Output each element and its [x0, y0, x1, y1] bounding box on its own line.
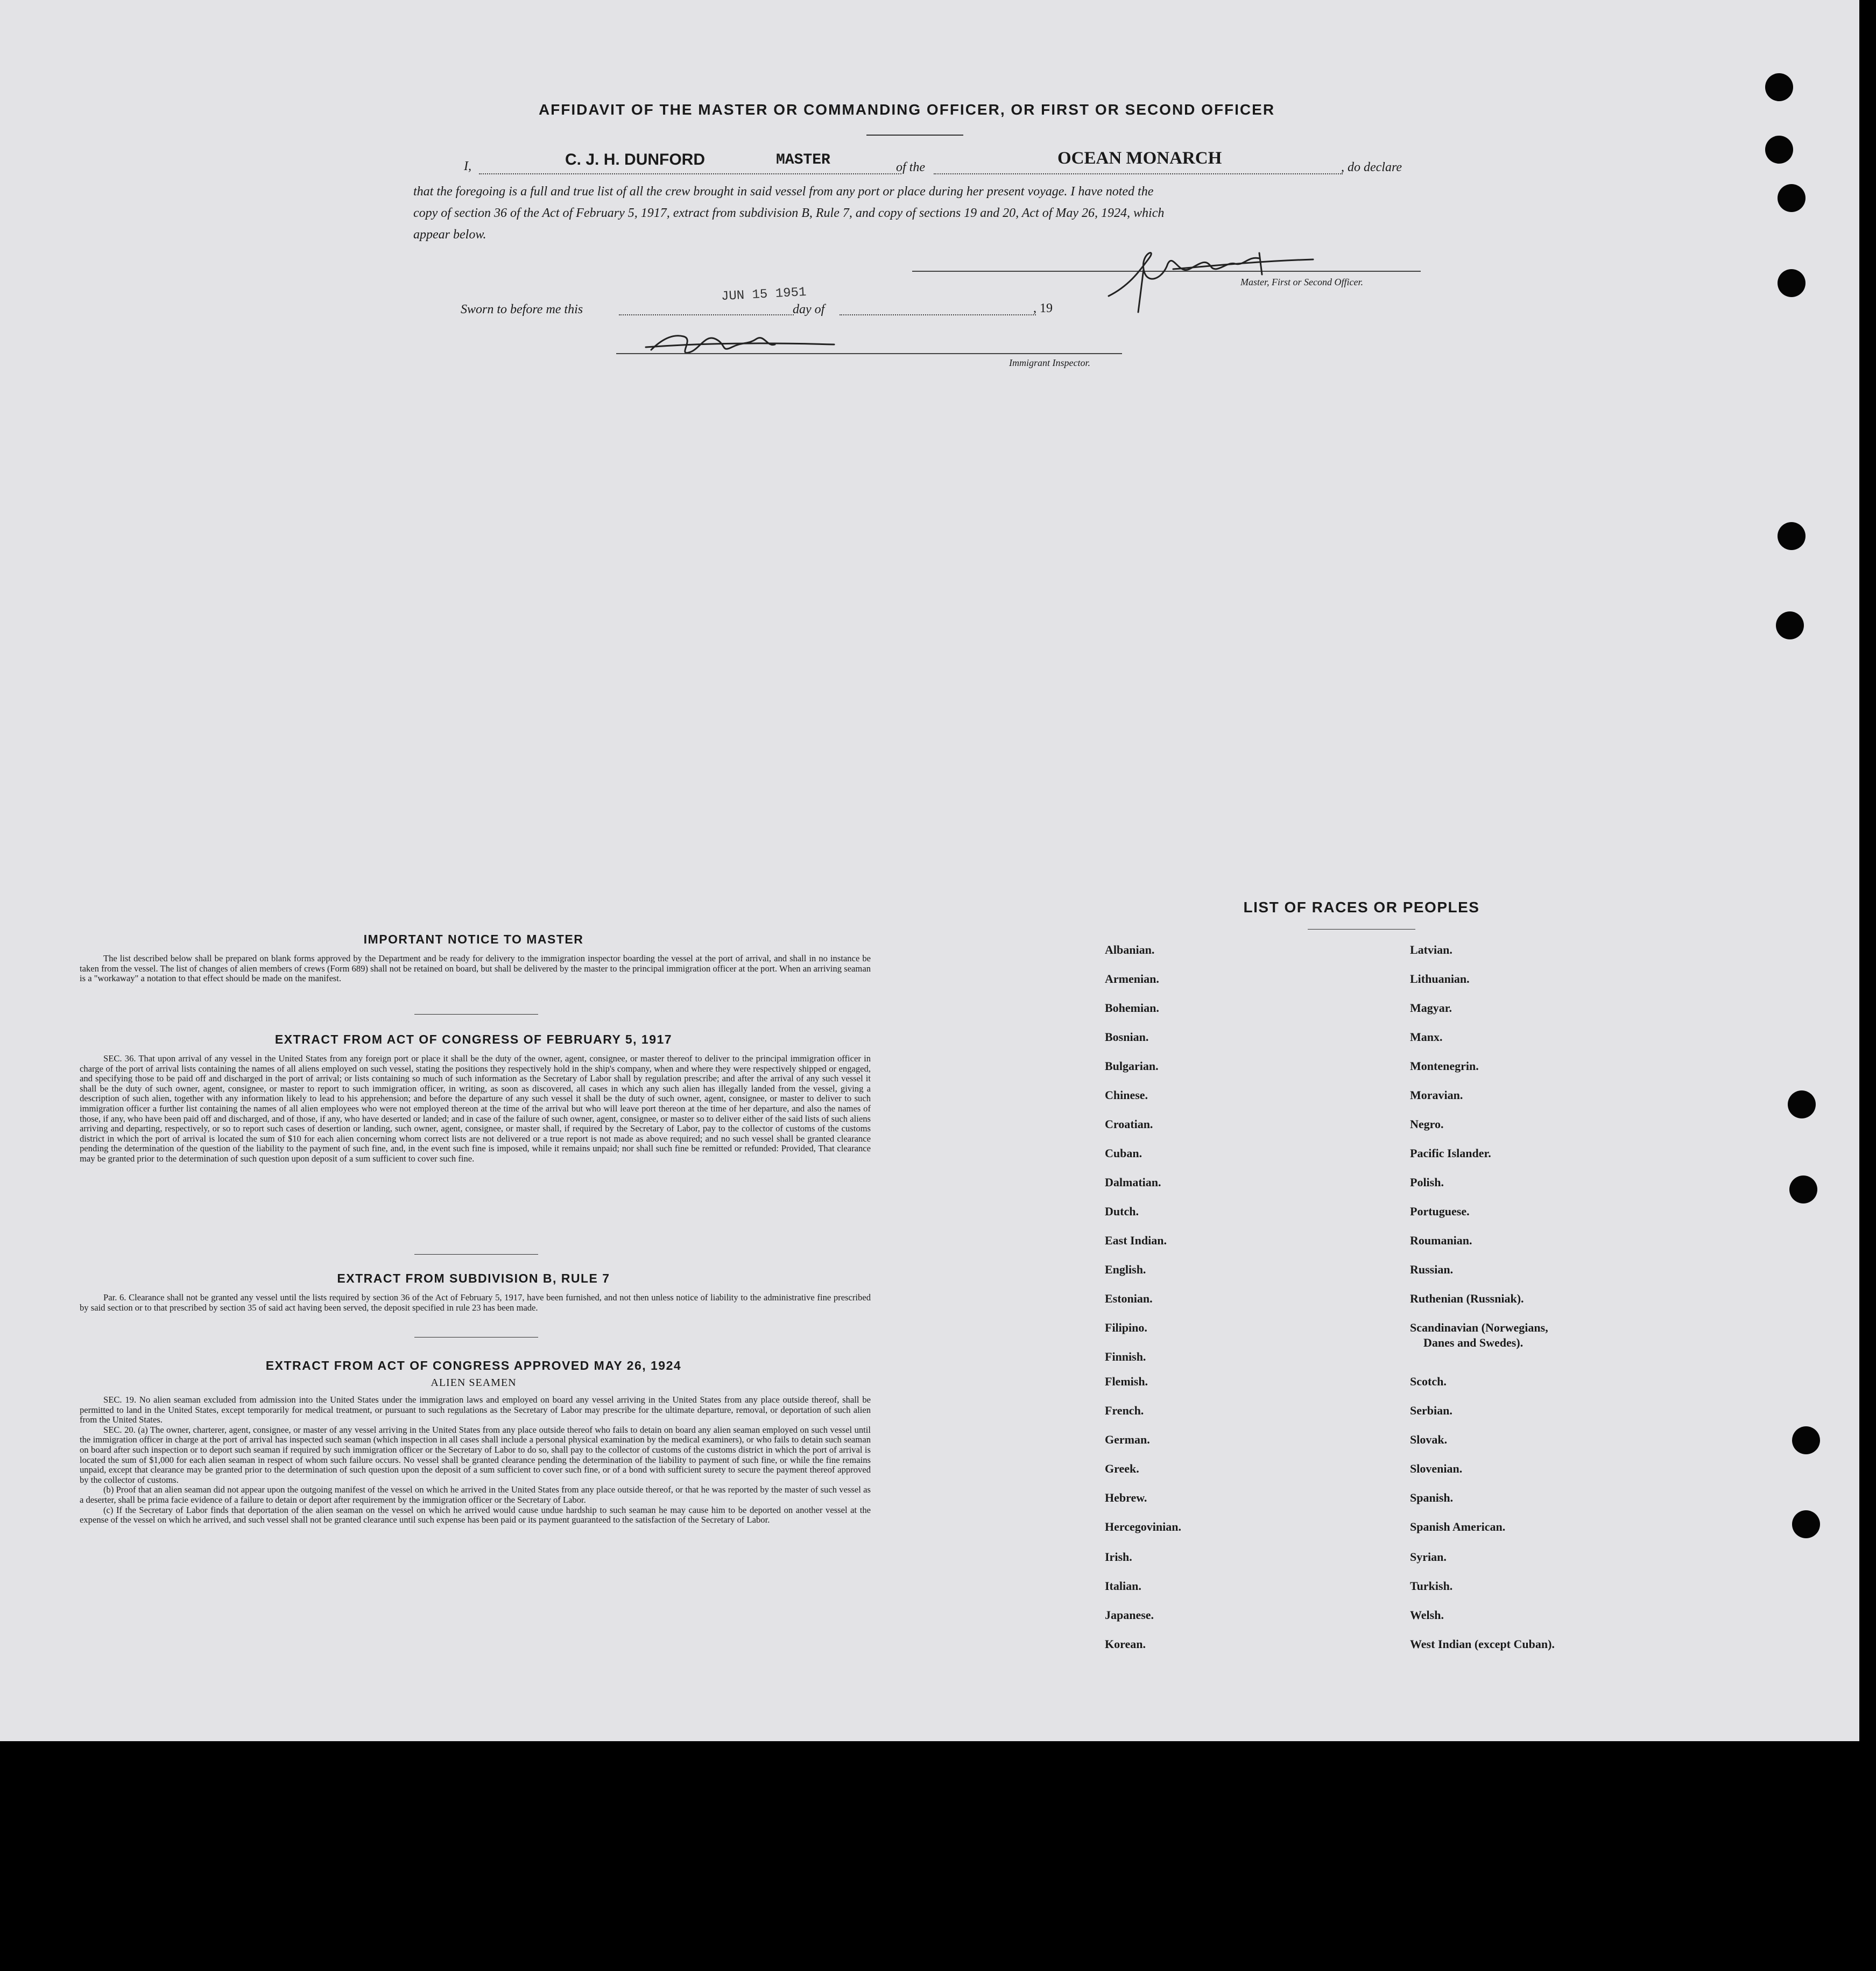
- sec19-text: SEC. 19. No alien seaman excluded from admission into the United States under the immigration laws and employed on board any vessel arriving in the United States from any place outside thereof, shall be permitted to land in the United States, except temporarily for medical treatment, or pursuant to such regulations as the Secretary of Labor may prescribe for the ultimate departure, removal, or deportation of such alien from the United States.: [80, 1395, 871, 1425]
- affidavit-title: AFFIDAVIT OF THE MASTER OR COMMANDING OFFICER, OR FIRST OR SECOND OFFICER: [538, 101, 1275, 118]
- declaration-line-4: appear below.: [413, 228, 486, 242]
- notice-divider: [414, 1014, 538, 1015]
- races-title: LIST OF RACES OR PEOPLES: [1243, 899, 1480, 916]
- race-item: Pacific Islander.: [1410, 1146, 1491, 1160]
- race-item: Flemish.: [1105, 1375, 1148, 1388]
- race-item: Hebrew.: [1105, 1491, 1147, 1504]
- race-item: Dutch.: [1105, 1205, 1139, 1218]
- race-item: Slovenian.: [1410, 1462, 1463, 1475]
- race-item: Ruthenian (Russniak).: [1410, 1292, 1524, 1305]
- binding-hole: [1788, 1090, 1816, 1118]
- sec20c-text: (c) If the Secretary of Labor finds that deportation of the alien seaman on the vessel on which he arrived would cause undue hardship to such seaman he may cause him to be deported on another vessel at the expense of the vessel on which he arrived, and such vessel shall not be granted clearance until such expense has been paid or its payment guaranteed to the satisfaction of the Secretary of Labor.: [80, 1504, 871, 1525]
- race-item: Danes and Swedes).: [1423, 1336, 1524, 1349]
- binding-hole: [1789, 1175, 1817, 1203]
- race-item: Dalmatian.: [1105, 1175, 1161, 1189]
- race-item: Moravian.: [1410, 1088, 1463, 1102]
- alien-seamen-subtitle: ALIEN SEAMEN: [431, 1377, 517, 1389]
- race-item: Manx.: [1410, 1030, 1443, 1044]
- sworn-label: Sworn to before me this: [461, 302, 583, 316]
- race-item: Roumanian.: [1410, 1234, 1472, 1247]
- race-item: Serbian.: [1410, 1404, 1452, 1417]
- race-item: Magyar.: [1410, 1001, 1452, 1015]
- race-item: Welsh.: [1410, 1608, 1444, 1622]
- date-stamp: JUN 15 1951: [721, 285, 807, 305]
- race-item: Hercegovinian.: [1105, 1520, 1181, 1533]
- master-rank: MASTER: [776, 152, 830, 168]
- race-item: East Indian.: [1105, 1234, 1167, 1247]
- inspector-signature: [640, 318, 845, 366]
- race-item: Slovak.: [1410, 1433, 1448, 1446]
- notice-text: The list described below shall be prepared on blank forms approved by the Department and be ready for delivery to the immigration inspector boarding the vessel at the port of arrival, and shall in no instance be taken from the vessel. The list of changes of alien members of crews (Form 689) shall not be retained on board, but shall be delivered by the master to the principal immigration officer at the port. When an arriving seaman is a "workaway" a notation to that effect should be made on the manifest.: [80, 953, 871, 984]
- race-item: Syrian.: [1410, 1550, 1447, 1564]
- race-item: Japanese.: [1105, 1608, 1154, 1622]
- month-line: [840, 314, 1036, 315]
- extract-1924-text: [80, 1395, 871, 1525]
- race-item: Montenegrin.: [1410, 1059, 1479, 1073]
- race-item: Armenian.: [1105, 972, 1159, 986]
- races-divider: [1308, 929, 1415, 930]
- race-item: Greek.: [1105, 1462, 1139, 1475]
- intro-i: I,: [464, 159, 471, 173]
- race-item: West Indian (except Cuban).: [1410, 1637, 1555, 1651]
- name-line: [479, 173, 901, 174]
- inspector-signature-line: [616, 353, 1122, 354]
- master-label: Master, First or Second Officer.: [1240, 277, 1363, 287]
- race-item: Lithuanian.: [1410, 972, 1470, 986]
- race-item: Irish.: [1105, 1550, 1132, 1564]
- binding-hole: [1778, 522, 1806, 550]
- race-item: Finnish.: [1105, 1350, 1146, 1363]
- race-item: Portuguese.: [1410, 1205, 1470, 1218]
- extract-rule7-divider: [414, 1337, 538, 1338]
- extract-1917-divider: [414, 1254, 538, 1255]
- do-declare-label: , do declare: [1341, 160, 1402, 174]
- sec20b-text: (b) Proof that an alien seaman did not appear upon the outgoing manifest of the vessel on which he arrived in the United States from any place outside thereof, or that he was reported by the master of such vessel as a deserter, shall be prima facie evidence of a failure to detain or deport after requirement by the immigration officer or the Secretary of Labor.: [80, 1484, 871, 1505]
- title-divider: [866, 135, 963, 136]
- vessel-line: [934, 173, 1343, 174]
- extract-1924-title: EXTRACT FROM ACT OF CONGRESS APPROVED MAY 26, 1924: [265, 1358, 682, 1372]
- race-item: Albanian.: [1105, 943, 1155, 956]
- race-item: Negro.: [1410, 1117, 1444, 1131]
- binding-hole: [1778, 184, 1806, 212]
- race-item: Scandinavian (Norwegians,: [1410, 1321, 1548, 1334]
- declaration-line-3: copy of section 36 of the Act of February 5, 1917, extract from subdivision B, Rule 7, and copy of sections 19 and 20, Act of May 26, 1924, which: [413, 206, 1165, 220]
- declaration-line-2: that the foregoing is a full and true list of all the crew brought in said vessel from any port or place during her present voyage. I have noted the: [413, 185, 1154, 199]
- race-item: Bosnian.: [1105, 1030, 1149, 1044]
- race-item: Korean.: [1105, 1637, 1146, 1651]
- binding-hole: [1765, 73, 1793, 101]
- vessel-name: OCEAN MONARCH: [1057, 149, 1222, 168]
- sec20a-text: SEC. 20. (a) The owner, charterer, agent, consignee, or master of any vessel arriving in the United States from any place outside thereof who fails to detain on board any alien seaman employed on such vessel until the immigration officer in charge at the port of arrival has inspected such seaman (which inspection in all cases shall include a personal physical examination by the medical examiners), or who fails to detain such seaman on board after such inspection or to deport such seaman if required by such immigration officer or the Secretary of Labor to do so, shall pay to the collector of customs of the customs district in which the port of arrival is located the sum of $1,000 for each alien seaman in respect of whom such failure occurs. No vessel shall be granted clearance pending the determination of the liability to payment of such fine, or while the fine remains unpaid, except that clearance may be granted prior to the determination of such question upon the deposit of a sum sufficient to cover such fine, or of a bond with sufficient surety to secure the payment thereof approved by the collector of customs.: [80, 1424, 871, 1485]
- binding-hole: [1776, 611, 1804, 639]
- inspector-label: Immigrant Inspector.: [1009, 357, 1090, 368]
- extract-1917-text: SEC. 36. That upon arrival of any vessel in the United States from any foreign port or place it shall be the duty of the owner, agent, consignee, or master thereof to deliver to the principal immigration officer in charge of the port of arrival lists containing the names of all aliens employed on such vessel, stating the positions they respectively hold in the ship's company, when and where they were respectively shipped or engaged, and specifying those to be paid off and discharged in the port of arrival; or lists containing so much of such information as the Secretary of Labor shall by regulation prescribe; and after the arrival of any such vessel it shall be the duty of such owner, agent, consignee, or master to report to such immigration officer, in writing, as soon as discovered, all cases in which any such alien has illegally landed from the vessel, giving a description of such alien, together with any information likely to lead to his apprehension; and before the departure of any such vessel it shall be the duty of such owner, agent, consignee, or master to deliver to such immigration officer a further list containing the names of all alien employees who were not employed thereon at the time of the arrival but who will leave port thereon at the time of her departure, and also the names of those, if any, who have been paid off and discharged, and of those, if any, who have deserted or landed; and in case of the failure of such owner, agent, consignee, or master so to deliver either of the said lists of such aliens arriving and departing, respectively, or so to report such cases of desertion or landing, such owner, agent, consignee, or master shall, if required by the Secretary of Labor, pay to the collector of customs of the customs district in which the port of arrival is located the sum of $10 for each alien concerning whom correct lists are not delivered or a true report is not made as above required; and no such vessel shall be granted clearance pending the determination of the question of the liability to the payment of such fine, and, in the event such fine is imposed, while it remains unpaid; nor shall such fine be remitted or refunded: Provided, That clearance may be granted prior to the determination of such question upon deposit of a sum sufficient to cover such fine.: [80, 1053, 871, 1164]
- race-item: Estonian.: [1105, 1292, 1153, 1305]
- binding-hole: [1792, 1426, 1820, 1454]
- master-name: C. J. H. DUNFORD: [565, 151, 706, 168]
- race-item: Spanish.: [1410, 1491, 1454, 1504]
- race-item: Croatian.: [1105, 1117, 1153, 1131]
- extract-rule7-title: EXTRACT FROM SUBDIVISION B, RULE 7: [337, 1271, 610, 1285]
- race-item: Polish.: [1410, 1175, 1444, 1189]
- race-item: German.: [1105, 1433, 1150, 1446]
- race-item: Chinese.: [1105, 1088, 1148, 1102]
- extract-1917-title: EXTRACT FROM ACT OF CONGRESS OF FEBRUARY 5, 1917: [274, 1032, 673, 1046]
- sworn-date-line: [619, 314, 794, 315]
- race-item: English.: [1105, 1263, 1146, 1276]
- binding-hole: [1792, 1510, 1820, 1538]
- race-item: Spanish American.: [1410, 1520, 1506, 1533]
- race-item: Italian.: [1105, 1579, 1141, 1593]
- race-item: Russian.: [1410, 1263, 1454, 1276]
- race-item: Cuban.: [1105, 1146, 1142, 1160]
- race-item: Filipino.: [1105, 1321, 1147, 1334]
- race-item: French.: [1105, 1404, 1144, 1417]
- extract-rule7-text: Par. 6. Clearance shall not be granted any vessel until the lists required by section 36 of the Act of February 5, 1917, have been furnished, and not then unless notice of liability to the administrative fine prescribed by said section or to that prescribed by section 35 of said act having been served, the deposit specified in rule 23 has been made.: [80, 1292, 871, 1313]
- race-item: Bulgarian.: [1105, 1059, 1159, 1073]
- race-item: Bohemian.: [1105, 1001, 1159, 1015]
- day-of-label: day of: [793, 302, 825, 316]
- binding-hole: [1778, 269, 1806, 297]
- race-item: Scotch.: [1410, 1375, 1447, 1388]
- year-prefix: , 19: [1033, 301, 1053, 315]
- of-the-label: of the: [896, 160, 925, 174]
- race-item: Turkish.: [1410, 1579, 1453, 1593]
- race-item: Latvian.: [1410, 943, 1452, 956]
- notice-title: IMPORTANT NOTICE TO MASTER: [363, 932, 584, 946]
- binding-hole: [1765, 136, 1793, 164]
